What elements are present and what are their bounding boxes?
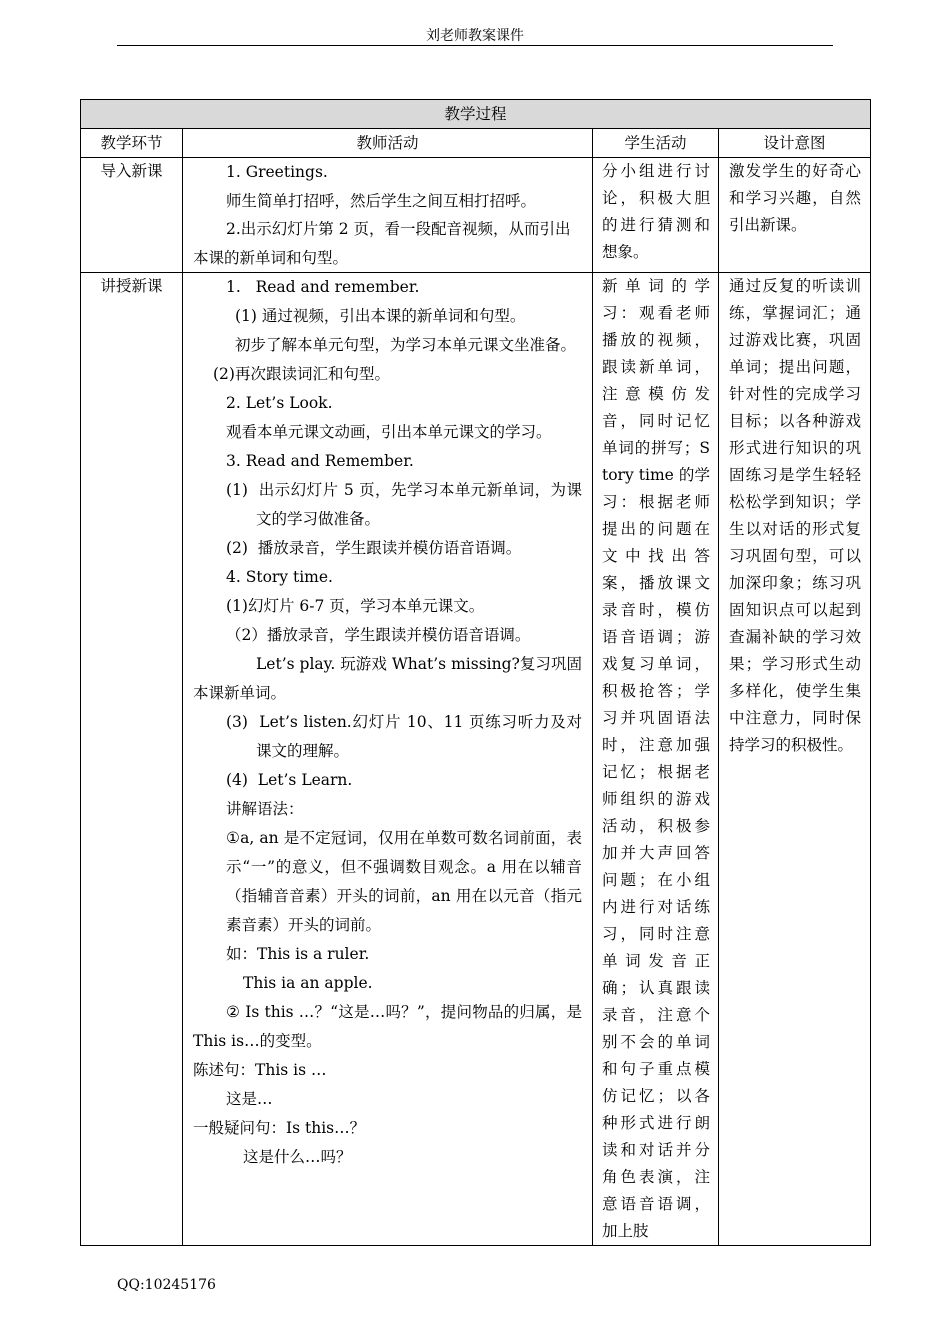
teacher-line: (1) 出示幻灯片 5 页，先学习本单元新单词，为课文的学习做准备。: [226, 481, 582, 528]
teacher-line: ② Is this …？“这是…吗？”，提问物品的归属，是 This is…的变型。: [193, 1003, 582, 1050]
teacher-line: 如：This is a ruler.: [226, 945, 370, 963]
table-title: 教学过程: [81, 100, 871, 129]
teacher-activity-main: [183, 273, 593, 1246]
column-header-student: 学生活动: [593, 129, 719, 158]
column-header-intent: 设计意图: [719, 129, 871, 158]
teacher-line: 2. Let’s Look.: [226, 394, 333, 412]
teacher-line: 3. Read and Remember.: [226, 452, 414, 470]
teacher-line: 这是什么…吗？: [243, 1148, 352, 1166]
column-header-teacher: 教师活动: [183, 129, 593, 158]
teacher-line: (1) 通过视频，引出本课的新单词和句型。: [235, 307, 526, 325]
lesson-table: [80, 99, 871, 1246]
teacher-line: （2）播放录音，学生跟读并模仿语音语调。: [226, 626, 531, 644]
teacher-line: 观看本单元课文动画，引出本单元课文的学习。: [226, 423, 552, 441]
teacher-line: 1. Greetings.: [226, 163, 328, 181]
teacher-line: 讲解语法：: [226, 800, 304, 818]
stage-intro: 导入新课: [81, 158, 183, 273]
teacher-line: (2) 播放录音，学生跟读并模仿语音语调。: [226, 539, 522, 557]
student-activity-intro: 分小组进行讨论，积极大胆的进行猜测和想象。: [593, 158, 719, 273]
teacher-activity-intro: [183, 158, 593, 273]
teacher-line: 这是…: [226, 1090, 273, 1108]
teacher-line: 初步了解本单元句型，为学习本单元课文坐准备。: [235, 336, 577, 354]
design-intent-intro: 激发学生的好奇心和学习兴趣，自然引出新课。: [719, 158, 871, 273]
teacher-line: (4) Let’s Learn.: [226, 771, 353, 789]
header-rule: [117, 45, 833, 46]
teacher-line: 陈述句：This is …: [193, 1061, 327, 1079]
teacher-line: 一般疑问句：Is this…？: [193, 1119, 366, 1137]
teacher-line: 4. Story time.: [226, 568, 333, 586]
design-intent-main: 通过反复的听读训练，掌握词汇；通过游戏比赛，巩固单词；提出问题，针对性的完成学习目标；以各种游戏形式进行知识的巩固练习是学生轻轻松松学到知识；学生以对话的形式复习巩固句型，可以加深印象；练习巩固知识点可以起到查漏补缺的学习效果；学习形式生动多样化，使学生集中注意力，同时保持学习的积极性。: [719, 273, 871, 1246]
teacher-line: 1. Read and remember.: [226, 278, 420, 296]
teacher-line: 师生简单打招呼，然后学生之间互相打招呼。: [226, 191, 537, 210]
stage-new-lesson: 讲授新课: [81, 273, 183, 1246]
page-footer: QQ:10245176: [117, 1277, 216, 1293]
column-header-stage: 教学环节: [81, 129, 183, 158]
teacher-line: This ia an apple.: [243, 974, 373, 992]
teacher-line: ①a, an 是不定冠词，仅用在单数可数名词前面，表示“一”的意义，但不强调数目观念。a 用在以辅音（指辅音音素）开头的词前，an 用在以元音（指元素音素）开头的词前。: [226, 829, 582, 934]
student-activity-main: 新单词的学习：观看老师播放的视频，跟读新单词，注意模仿发音，同时记忆单词的拼写；Story time 的学习：根据老师提出的问题在文中找出答案，播放课文录音时，模仿语音语调；游戏复习单词，积极抢答；学习并巩固语法时，注意加强记忆；根据老师组织的游戏活动，积极参加并大声回答问题；在小组内进行对话练习，同时注意单词发音正确；认真跟读录音，注意个别不会的单词和句子重点模仿记忆；以各种形式进行朗读和对话并分角色表演，注意语音语调，加上肢: [593, 273, 719, 1246]
page-header: 刘老师教案课件: [426, 28, 524, 44]
teacher-line: (1)幻灯片 6-7 页，学习本单元课文。: [226, 597, 485, 615]
teacher-line: Let’s play. 玩游戏 What’s missing?复习巩固本课新单词。: [193, 655, 582, 702]
teacher-line: (2)再次跟读词汇和句型。: [213, 365, 390, 383]
teacher-line: (3) Let’s listen.幻灯片 10、11 页练习听力及对课文的理解。: [226, 713, 582, 760]
teacher-line: 2.出示幻灯片第 2 页，看一段配音视频，从而引出本课的新单词和句型。: [193, 220, 571, 267]
